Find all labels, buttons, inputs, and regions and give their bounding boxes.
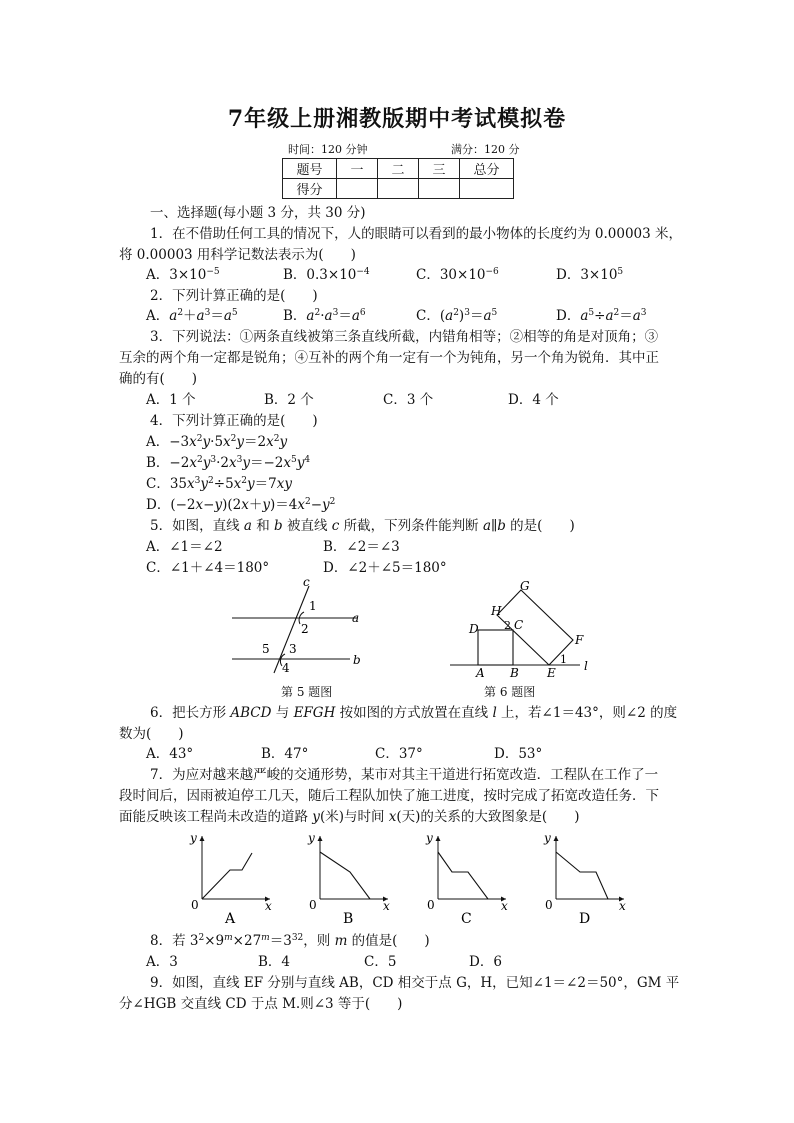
graph-a (186, 828, 282, 928)
angle-2-label: 2 (301, 622, 309, 636)
origin-label: 0 (427, 898, 435, 912)
section-heading: 一、选择题(每小题 3 分，共 30 分) (150, 205, 366, 221)
question-5-stem: 5．如图，直线 a 和 b 被直线 c 所截，下列条件能判断 a∥b 的是( ) (150, 518, 575, 534)
question-7-line: 7．为应对越来越严峻的交通形势，某市对其主干道进行拓宽改造．工程队在工作了一 (150, 767, 659, 783)
option-a: A．1 个 (146, 392, 196, 408)
x-label: x (265, 899, 272, 913)
angle-1-label: 1 (560, 653, 567, 666)
angle-2-label: 2 (504, 619, 511, 632)
score-header-cell: 三 (419, 159, 460, 179)
x-label: x (383, 899, 390, 913)
question-3-line: 互余的两个角一定都是锐角；④互补的两个角一定有一个为钝角，另一个角为锐角．其中正 (119, 350, 659, 366)
page-title: 7年级上册湘教版期中考试模拟卷 (227, 106, 567, 132)
label-a: a (352, 611, 360, 625)
rectangle-abcd (478, 630, 513, 665)
origin-label: 0 (309, 898, 317, 912)
graph-curve (556, 852, 608, 899)
option-b: B．2 个 (264, 392, 314, 408)
score-header-cell: 二 (378, 159, 419, 179)
option-b: B．4 (258, 954, 291, 970)
full-score-info: 满分：120 分 (451, 143, 520, 156)
option-d: D．53° (494, 746, 543, 762)
question-1-line: 1．在不借助任何工具的情况下，人的眼睛可以看到的最小物体的长度约为 0.00003 米， (150, 226, 682, 242)
graph-label: B (343, 911, 354, 927)
label-h: H (491, 604, 502, 618)
score-table-score-row (283, 179, 514, 199)
option-c: C．$35x^3y^2\div 5x^2y=7xy$ (146, 476, 293, 492)
figure-5-diagram (222, 574, 372, 674)
question-6-line: 6．把长方形 ABCD 与 EFGH 按如图的方式放置在直线 l 上，若∠1＝43°，则∠2 的度 (150, 705, 678, 721)
label-f: F (575, 633, 584, 647)
option-c: C．3 个 (383, 392, 434, 408)
angle-3-label: 3 (289, 642, 297, 656)
option-d: D．$3\times 10^5$ (556, 267, 624, 283)
graph-label: C (461, 911, 472, 927)
question-9-line: 分∠HGB 交直线 CD 于点 M.则∠3 等于( ) (119, 996, 403, 1012)
option-a: A．∠1＝∠2 (146, 539, 223, 555)
option-b: B．47° (261, 746, 309, 762)
time-info: 时间：120 分钟 (288, 143, 368, 156)
option-d: D．∠2＋∠5＝180° (323, 560, 447, 576)
figure-5-caption: 第 5 题图 (281, 685, 333, 699)
angle-4-label: 4 (282, 661, 290, 674)
option-c: C．∠1＋∠4＝180° (146, 560, 270, 576)
graph-b (304, 828, 400, 928)
y-axis-arrow (200, 836, 205, 841)
option-d: D．$a^5\div a^2=a^3$ (556, 308, 647, 324)
question-8-stem: 8．若 $3^2\times 9^m\times 27^m=3^{32}$，则 m 的值是( ) (150, 933, 430, 949)
label-a: A (476, 666, 485, 678)
question-6-line: 数为( ) (119, 726, 184, 742)
question-1-line: 将 0.00003 用科学记数法表示为( ) (119, 247, 356, 263)
y-label: y (190, 831, 197, 845)
option-d: D．4 个 (508, 392, 559, 408)
score-table-header-row (283, 159, 514, 179)
y-axis-arrow (554, 836, 559, 841)
graph-label: A (225, 911, 236, 927)
option-b: B．∠2＝∠3 (323, 539, 400, 555)
graph-curve (438, 852, 488, 899)
y-label: y (308, 831, 315, 845)
y-axis-arrow (318, 836, 323, 841)
figure-6-diagram (448, 578, 598, 678)
y-axis-arrow (436, 836, 441, 841)
label-g: G (520, 579, 530, 593)
graph-curve (202, 853, 252, 899)
option-b: B．$0.3\times 10^{-4}$ (283, 267, 370, 283)
label-c: C (514, 618, 524, 632)
score-cell[interactable] (419, 179, 460, 199)
score-row-label: 得分 (283, 179, 337, 199)
angle-5-label: 5 (262, 642, 270, 656)
option-a: A．$-3x^2y\cdot 5x^2y=2x^2y$ (146, 434, 288, 450)
question-7-line: 段时间后，因雨被迫停工几天，随后工程队加快了施工进度，按时完成了拓宽改造任务．下 (119, 788, 659, 804)
option-a: A．43° (146, 746, 194, 762)
option-c: C．$(a^2)^3=a^5$ (416, 308, 498, 324)
option-a: A．$3\times 10^{-5}$ (146, 267, 220, 283)
x-label: x (501, 899, 508, 913)
label-l: l (584, 659, 588, 673)
question-9-line: 9．如图，直线 EF 分别与直线 AB，CD 相交于点 G，H，已知∠1＝∠2＝50°，GM 平 (150, 975, 680, 991)
option-c: C．37° (375, 746, 423, 762)
question-3-line: 3．下列说法：①两条直线被第三条直线所截，内错角相等；②相等的角是对顶角；③ (150, 329, 659, 345)
option-a: A．3 (146, 954, 178, 970)
label-b: b (353, 653, 361, 667)
score-header-cell: 总分 (460, 159, 514, 179)
graph-label: D (579, 911, 591, 927)
graph-c (422, 828, 518, 928)
label-d: D (469, 622, 479, 636)
origin-label: 0 (191, 898, 199, 912)
label-c: c (303, 575, 310, 589)
graph-d (540, 828, 636, 928)
question-2-stem: 2．下列计算正确的是( ) (150, 288, 318, 304)
label-e: E (547, 666, 556, 678)
option-a: A．$a^2+a^3=a^5$ (146, 308, 238, 324)
score-cell[interactable] (337, 179, 378, 199)
score-header-cell: 题号 (283, 159, 337, 179)
score-cell[interactable] (378, 179, 419, 199)
origin-label: 0 (545, 898, 553, 912)
option-b: B．$a^2\cdot a^3=a^6$ (283, 308, 366, 324)
option-d: D．6 (469, 954, 502, 970)
score-table (282, 158, 514, 199)
question-7-line: 面能反映该工程尚未改造的道路 y(米)与时间 x(天)的关系的大致图象是( ) (119, 809, 580, 825)
option-b: B．$-2x^2y^3\cdot 2x^3y=-2x^5y^4$ (146, 455, 311, 471)
x-label: x (619, 899, 626, 913)
question-4-stem: 4．下列计算正确的是( ) (150, 413, 318, 429)
graph-curve (320, 852, 370, 899)
figure-6-caption: 第 6 题图 (484, 685, 536, 699)
y-label: y (426, 831, 433, 845)
option-d: D．$(-2x-y)(2x+y)=4x^2-y^2$ (146, 497, 336, 513)
angle-1-label: 1 (309, 599, 317, 613)
option-c: C．$30\times 10^{-6}$ (416, 267, 499, 283)
y-label: y (544, 831, 551, 845)
question-3-line: 确的有( ) (119, 371, 198, 387)
score-header-cell: 一 (337, 159, 378, 179)
score-cell[interactable] (460, 179, 514, 199)
option-c: C．5 (364, 954, 397, 970)
label-b: B (510, 666, 519, 678)
